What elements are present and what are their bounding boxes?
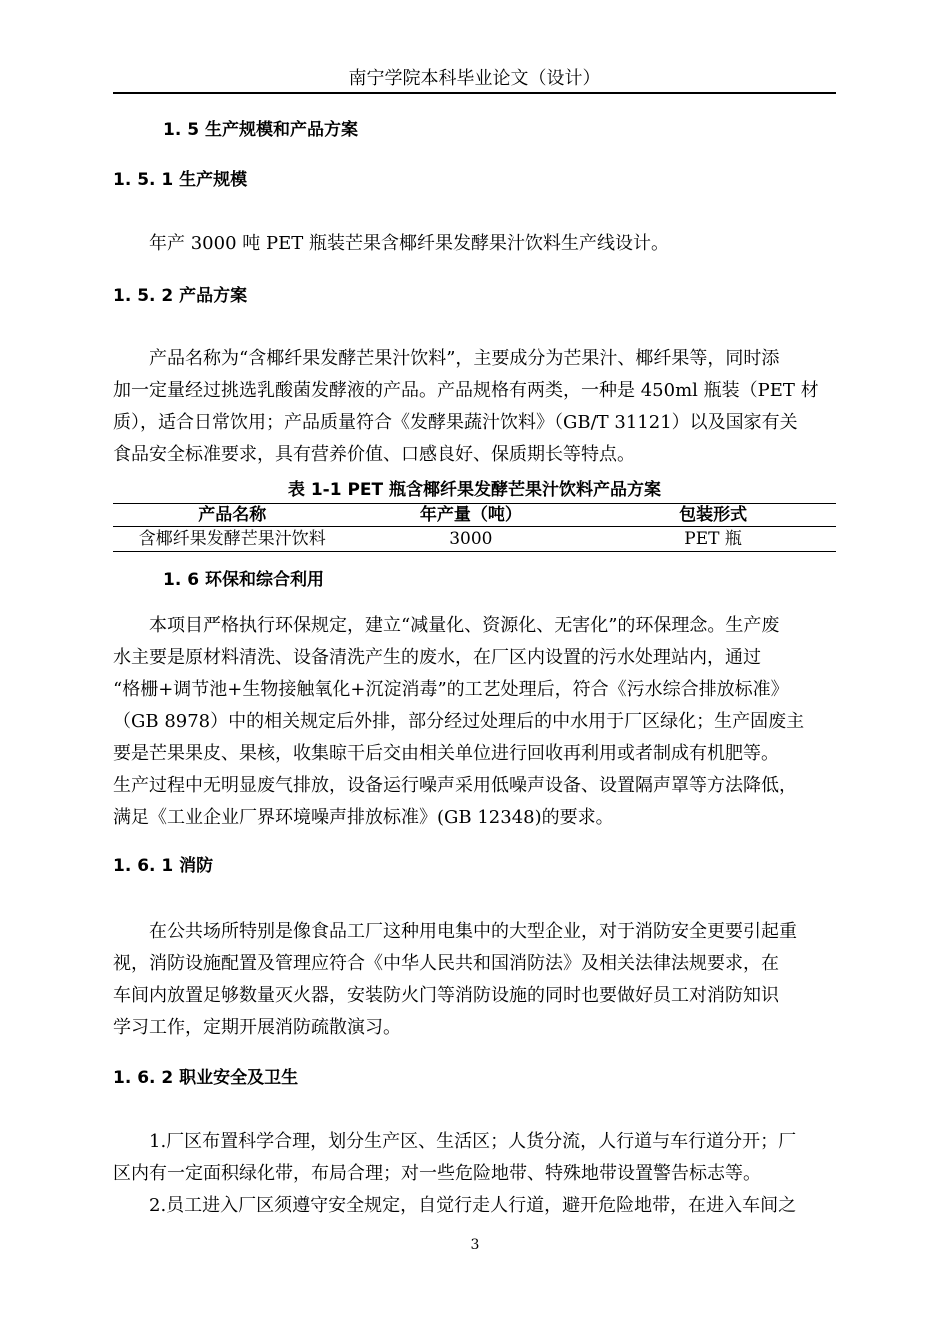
paragraph-line: 区内有一定面积绿化带，布局合理；对一些危险地带、特殊地带设置警告标志等。 — [113, 1163, 761, 1184]
table-header-row — [113, 504, 836, 527]
paragraph-line: 年产 3000 吨 PET 瓶装芒果含椰纤果发酵果汁饮料生产线设计。 — [149, 233, 669, 254]
column-header-annual-output: 年产量（吨） — [352, 504, 591, 527]
paragraph-environmental — [113, 610, 836, 834]
table-cell: PET 瓶 — [590, 527, 836, 552]
paragraph-production-scale — [113, 228, 836, 260]
paragraph-line: 质），适合日常饮用；产品质量符合《发酵果蔬汁饮料》（GB/T 31121）以及国家有关 — [113, 412, 798, 433]
paragraph-line: 食品安全标准要求，具有营养价值、口感良好、保质期长等特点。 — [113, 444, 635, 465]
paragraph-line: 水主要是原材料清洗、设备清洗产生的废水，在厂区内设置的污水处理站内，通过 — [113, 647, 761, 668]
paragraph-line: 视，消防设施配置及管理应符合《中华人民共和国消防法》及相关法律法规要求，在 — [113, 953, 779, 974]
table-caption: 表 1-1 PET 瓶含椰纤果发酵芒果汁饮料产品方案 — [287, 480, 662, 500]
paragraph-line: “格栅+调节池+生物接触氧化+沉淀消毒”的工艺处理后，符合《污水综合排放标准》 — [113, 679, 789, 700]
table-cell: 含椰纤果发酵芒果汁饮料 — [113, 527, 352, 552]
paragraph-product-plan — [113, 343, 836, 471]
paragraph-line: （GB 8978）中的相关规定后外排，部分经过处理后的中水用于厂区绿化；生产固废主 — [113, 711, 805, 732]
section-heading-1-6-2: 1. 6. 2 职业安全及卫生 — [113, 1068, 299, 1088]
paragraph-line: 产品名称为“含椰纤果发酵芒果汁饮料”，主要成分为芒果汁、椰纤果等，同时添 — [149, 348, 780, 369]
paragraph-line: 2.员工进入厂区须遵守安全规定，自觉行走人行道，避开危险地带，在进入车间之 — [149, 1195, 797, 1216]
page-header: 南宁学院本科毕业论文（设计） — [348, 68, 601, 89]
paragraph-occupational-safety-1 — [113, 1126, 836, 1190]
paragraph-occupational-safety-2 — [113, 1190, 836, 1222]
column-header-product-name: 产品名称 — [113, 504, 352, 527]
section-heading-1-6: 1. 6 环保和综合利用 — [163, 570, 324, 590]
paragraph-line: 车间内放置足够数量灭火器，安装防火门等消防设施的同时也要做好员工对消防知识 — [113, 985, 779, 1006]
paragraph-line: 学习工作，定期开展消防疏散演习。 — [113, 1017, 401, 1038]
paragraph-line: 1.厂区布置科学合理，划分生产区、生活区；人货分流，人行道与车行道分开；厂 — [149, 1131, 797, 1152]
page-number: 3 — [470, 1237, 480, 1253]
section-heading-1-5: 1. 5 生产规模和产品方案 — [163, 120, 358, 140]
paragraph-line: 加一定量经过挑选乳酸菌发酵液的产品。产品规格有两类，一种是 450ml 瓶装（PET 材 — [113, 380, 819, 401]
column-header-packaging: 包装形式 — [590, 504, 836, 527]
section-heading-1-6-1: 1. 6. 1 消防 — [113, 856, 214, 876]
paragraph-line: 要是芒果果皮、果核，收集晾干后交由相关单位进行回收再利用或者制成有机肥等。 — [113, 743, 779, 764]
paragraph-fire-safety — [113, 916, 836, 1044]
paragraph-line: 生产过程中无明显废气排放，设备运行噪声采用低噪声设备、设置隔声罩等方法降低， — [113, 775, 797, 796]
paragraph-line: 满足《工业企业厂界环境噪声排放标准》(GB 12348)的要求。 — [113, 807, 614, 828]
table-row — [113, 527, 836, 552]
section-heading-1-5-2: 1. 5. 2 产品方案 — [113, 286, 248, 306]
section-heading-1-5-1: 1. 5. 1 生产规模 — [113, 170, 248, 190]
paragraph-line: 本项目严格执行环保规定，建立“减量化、资源化、无害化”的环保理念。生产废 — [149, 615, 780, 636]
paragraph-line: 在公共场所特别是像食品工厂这种用电集中的大型企业，对于消防安全更要引起重 — [149, 921, 797, 942]
header-divider — [113, 92, 836, 94]
product-plan-table — [113, 503, 836, 552]
table-cell: 3000 — [352, 527, 591, 552]
